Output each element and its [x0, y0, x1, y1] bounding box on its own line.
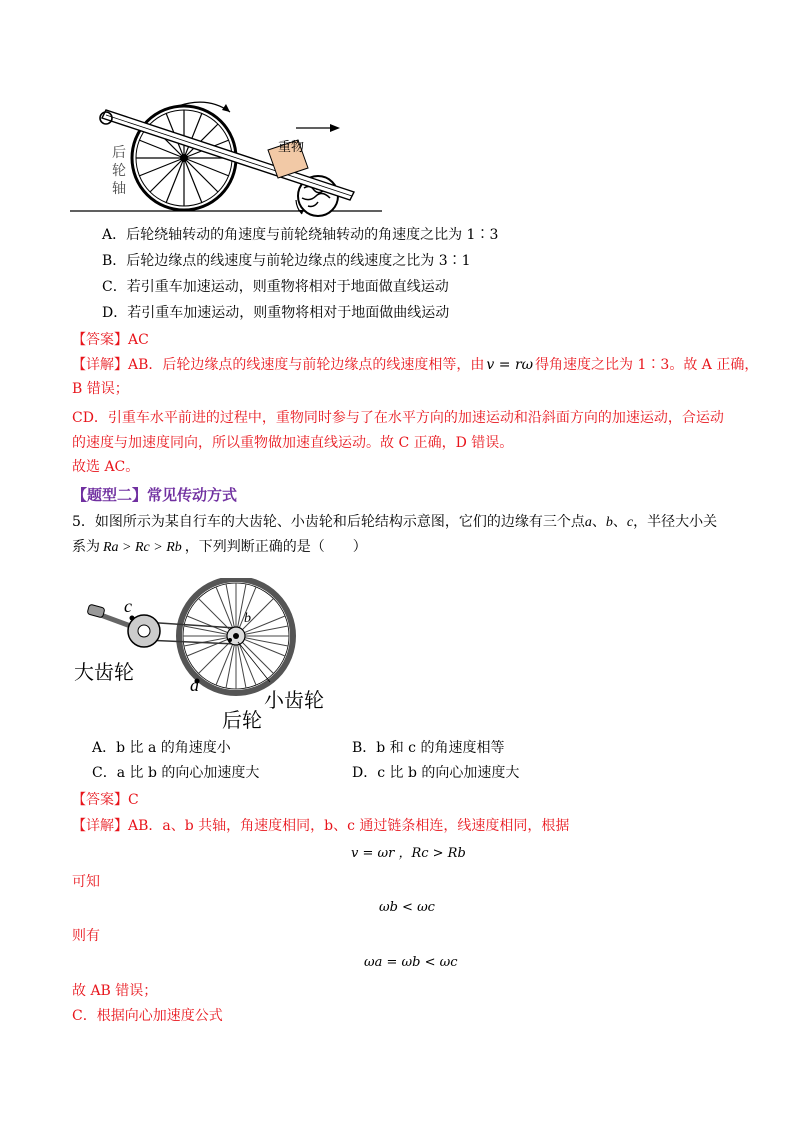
radius-relation-formula: Ra > Rc > Rb [103, 540, 182, 555]
label-c: c [124, 596, 132, 616]
q4-detail-line-3: CD．引重车水平前进的过程中，重物同时参与了在水平方向的加速运动和沿斜面方向的加速运动，合运动 [72, 410, 724, 426]
zeyou-text: 则有 [72, 928, 100, 944]
detail-text: 得角速度之比为 1∶3。故 A 正确， [535, 357, 759, 373]
stem-text: 5．如图所示为某自行车的大齿轮、小齿轮和后轮结构示意图，它们的边缘有三个点 [72, 514, 585, 530]
section-title: 【题型二】常见传动方式 [72, 486, 238, 504]
q5-option-d: D．c 比 b 的向心加速度大 [352, 765, 520, 781]
sep: 、 [612, 514, 627, 530]
answer-tag: 【答案】 [72, 332, 128, 348]
detail-text: AB．a、b 共轴，角速度相同，b、c 通过链条相连，线速度相同，根据 [128, 818, 570, 834]
q5-stem-line-1 [72, 512, 717, 533]
label-big-gear: 大齿轮 [74, 660, 134, 684]
formula-omega-a-eq-omega-b: ωa = ωb < ωc [364, 955, 458, 970]
formula-omega-b-lt-omega-c: ωb < ωc [379, 900, 435, 915]
detail-tag: 【详解】 [72, 818, 128, 834]
q4-detail-line-4: 的速度与加速度同向，所以重物做加速直线运动。故 C 正确，D 错误。 [72, 435, 514, 451]
formula-v-omega-r: v = ωr ，Rc > Rb [351, 846, 466, 861]
axle-label-1: 后 [112, 145, 126, 161]
point-b: b [605, 515, 613, 530]
rear-wheel-graphic [132, 106, 236, 210]
q5-option-c: C．a 比 b 的向心加速度大 [92, 765, 260, 781]
label-a: a [190, 675, 199, 695]
q4-option-b: B．后轮边缘点的线速度与前轮边缘点的线速度之比为 3∶1 [102, 253, 471, 269]
detail-tag: 【详解】 [72, 357, 128, 373]
q4-answer [72, 330, 149, 350]
point-a: a [584, 515, 592, 530]
label-small-gear: 小齿轮 [264, 688, 324, 712]
q4-option-a: A．后轮绕轴转动的角速度与前轮绕轴转动的角速度之比为 1∶3 [102, 227, 499, 243]
formula-v-r-omega: v = rω [486, 357, 534, 373]
answer-value: AC [128, 332, 149, 348]
stem-text: ，半径大小关 [633, 514, 718, 530]
point-c: c [626, 515, 634, 530]
q4-option-c: C．若引重车加速运动，则重物将相对于地面做直线运动 [102, 279, 449, 295]
q5-conclusion: 故 AB 错误； [72, 983, 158, 999]
q5-stem-line-2 [72, 537, 367, 558]
answer-tag: 【答案】 [72, 792, 128, 808]
label-rear-wheel: 后轮 [222, 708, 262, 732]
q5-option-b: B．b 和 c 的角速度相等 [352, 740, 505, 756]
label-b: b [244, 611, 251, 626]
q4-detail-line-2: B 错误； [72, 381, 129, 397]
q5-detail-line-1 [72, 816, 569, 836]
weight-label: 重物 [278, 140, 305, 155]
q5-part-c: C．根据向心加速度公式 [72, 1008, 223, 1024]
detail-text: AB．后轮边缘点的线速度与前轮边缘点的线速度相等，由 [128, 357, 485, 373]
q5-answer [72, 790, 139, 810]
axle-label-2: 轮 [112, 163, 126, 179]
q5-option-a: A．b 比 a 的角速度小 [92, 740, 231, 756]
sep: 、 [591, 514, 606, 530]
q4-detail-line-5: 故选 AC。 [72, 459, 140, 475]
stem-text: ，下列判断正确的是（ ） [184, 539, 367, 555]
q4-option-d: D．若引重车加速运动，则重物将相对于地面做曲线运动 [102, 305, 450, 321]
axle-label-3: 轴 [112, 181, 126, 197]
stem-text: 系为 [72, 539, 100, 555]
answer-value: C [128, 792, 139, 808]
kezhi-text: 可知 [72, 874, 100, 890]
q4-detail-line-1 [72, 355, 758, 375]
